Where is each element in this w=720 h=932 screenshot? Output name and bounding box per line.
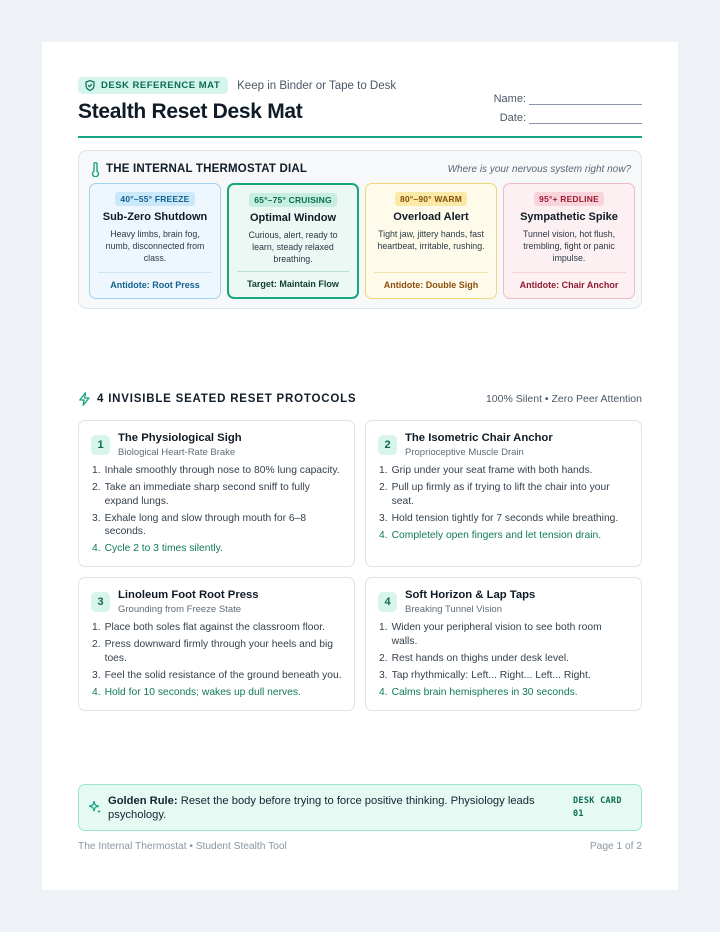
desk-reference-tag <box>78 77 228 94</box>
step-item-highlight: 4. Calms brain hemispheres in 30 seconds. <box>379 686 578 698</box>
zone-badge: 80°–90° WARM <box>395 192 467 206</box>
protocol-subtitle: Proprioceptive Muscle Drain <box>405 447 524 458</box>
step-item-highlight: 4. Cycle 2 to 3 times silently. <box>92 543 223 554</box>
zone-description: Tunnel vision, hot flush, trembling, fight or panic impulse. <box>522 229 616 263</box>
zone-name: Sub-Zero Shutdown <box>102 211 208 223</box>
zone-freeze <box>89 183 221 299</box>
protocol-subtitle: Grounding from Freeze State <box>118 604 242 615</box>
step-item: 2. Take an immediate sharp second sniff to fully expand lungs. <box>92 482 310 507</box>
step-item: 3. Hold tension tightly for 7 seconds while breathing. <box>379 512 619 524</box>
desk-card-number: 01 <box>573 809 584 819</box>
step-item: 2. Press downward firmly through your heels and big toes. <box>92 639 333 664</box>
zone-name: Optimal Window <box>249 212 337 224</box>
protocol-number: 3 <box>91 592 110 612</box>
protocols-note: 100% Silent • Zero Peer Attention <box>485 393 642 405</box>
zone-description: Heavy limbs, brain fog, numb, disconnected from class. <box>105 229 205 263</box>
shield-check-icon <box>85 80 95 91</box>
tag-note: Keep in Binder or Tape to Desk <box>237 79 397 92</box>
step-item: 2. Rest hands on thighs under desk level. <box>379 652 570 664</box>
page-title: Stealth Reset Desk Mat <box>78 100 303 123</box>
desk-card-label: DESK CARD <box>573 796 622 806</box>
zone-redline <box>503 183 635 299</box>
zone-description: Curious, alert, ready to learn, steady relaxed breathing. <box>248 230 338 264</box>
golden-rule-text <box>108 794 553 822</box>
zone-cruising <box>227 183 359 299</box>
zone-antidote: Antidote: Root Press <box>98 272 212 298</box>
protocol-steps <box>92 464 342 559</box>
footer-left: The Internal Thermostat • Student Stealth Tool <box>78 841 287 852</box>
page-number: Page 1 of 2 <box>589 841 642 852</box>
protocol-steps <box>92 621 342 703</box>
protocol-title: Linoleum Foot Root Press <box>118 589 259 601</box>
protocol-card <box>365 577 642 711</box>
zone-badge: 95°+ REDLINE <box>534 192 604 206</box>
sparkle-icon <box>88 800 102 814</box>
name-field[interactable] <box>482 86 642 105</box>
protocol-number: 1 <box>91 435 110 455</box>
footer <box>78 841 642 852</box>
tag-label: DESK REFERENCE MAT <box>101 80 221 91</box>
protocol-title: Soft Horizon & Lap Taps <box>405 589 536 601</box>
zone-description: Tight jaw, jittery hands, fast heartbeat, irritable, rushing. <box>377 229 485 251</box>
date-field[interactable] <box>482 105 642 124</box>
thermostat-title: THE INTERNAL THERMOSTAT DIAL <box>106 163 308 175</box>
step-item: 2. Pull up firmly as if trying to lift the chair into your seat. <box>379 482 610 507</box>
thermostat-question: Where is your nervous system right now? <box>447 163 631 175</box>
protocol-subtitle: Breaking Tunnel Vision <box>405 604 502 615</box>
protocol-card <box>365 420 642 567</box>
protocol-card <box>78 577 355 711</box>
date-line[interactable] <box>529 113 642 124</box>
protocols-header <box>78 391 642 407</box>
step-item-highlight: 4. Completely open fingers and let tension drain. <box>379 529 602 541</box>
zone-badge: 65°–75° CRUISING <box>249 193 337 207</box>
thermostat-panel <box>78 150 642 309</box>
protocol-number: 4 <box>378 592 397 612</box>
lightning-icon <box>78 392 91 406</box>
protocol-subtitle: Biological Heart-Rate Brake <box>118 447 236 458</box>
step-item: 3. Exhale long and slow through mouth for 6–8 seconds. <box>92 512 307 537</box>
protocol-title: The Physiological Sigh <box>118 432 242 444</box>
date-label: Date: <box>499 112 526 124</box>
zone-name: Overload Alert <box>393 211 469 223</box>
protocol-steps <box>379 464 629 546</box>
name-line[interactable] <box>529 94 642 105</box>
golden-rule-body: Reset the body before trying to force positive thinking. Physiology leads psychology. <box>108 795 535 821</box>
zone-antidote: Antidote: Double Sigh <box>374 272 488 298</box>
step-item: 3. Feel the solid resistance of the ground beneath you. <box>92 669 342 681</box>
protocol-card <box>78 420 355 567</box>
golden-rule-banner <box>78 784 642 831</box>
step-item: 3. Tap rhythmically: Left... Right... Left... Right. <box>379 669 591 681</box>
header <box>78 77 642 137</box>
step-item: 1. Grip under your seat frame with both hands. <box>379 465 593 476</box>
worksheet-page <box>42 42 678 890</box>
name-label: Name: <box>493 93 526 105</box>
golden-rule-label: Golden Rule: <box>108 795 178 807</box>
zone-warm <box>365 183 497 299</box>
zone-name: Sympathetic Spike <box>520 211 618 223</box>
step-item: 1. Widen your peripheral vision to see both room walls. <box>379 622 602 647</box>
desk-card-code <box>573 795 622 821</box>
header-divider <box>78 136 642 138</box>
zone-antidote: Antidote: Chair Anchor <box>512 272 626 298</box>
protocols-title: 4 INVISIBLE SEATED RESET PROTOCOLS <box>97 393 357 405</box>
protocol-title: The Isometric Chair Anchor <box>405 432 553 444</box>
zone-antidote: Target: Maintain Flow <box>237 271 349 297</box>
step-item-highlight: 4. Hold for 10 seconds; wakes up dull nerves. <box>92 686 301 698</box>
student-fields <box>482 86 642 124</box>
step-item: 1. Place both soles flat against the classroom floor. <box>92 622 325 633</box>
protocol-steps <box>379 621 629 703</box>
zone-list <box>89 183 635 299</box>
zone-badge: 40°–55° FREEZE <box>115 192 194 206</box>
protocol-number: 2 <box>378 435 397 455</box>
step-item: 1. Inhale smoothly through nose to 80% lung capacity. <box>92 465 340 476</box>
thermometer-icon <box>91 162 100 177</box>
